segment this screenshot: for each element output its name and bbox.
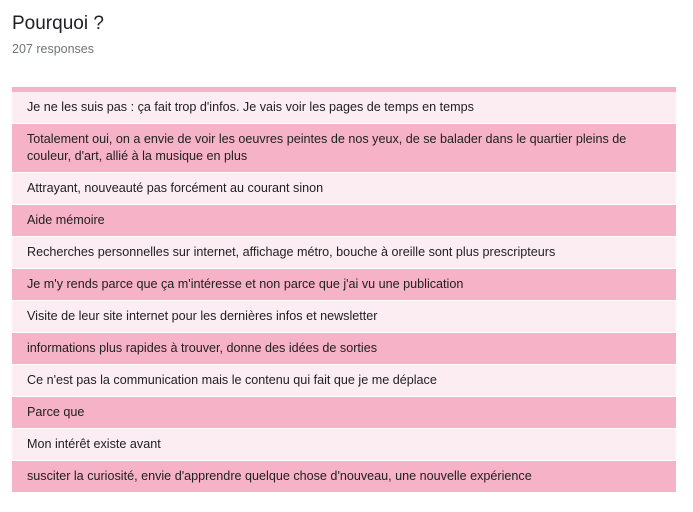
- response-item: Mon intérêt existe avant: [12, 429, 676, 461]
- response-item: Aide mémoire: [12, 205, 676, 237]
- response-item: Recherches personnelles sur internet, affichage métro, bouche à oreille sont plus prescripteurs: [12, 237, 676, 269]
- response-item: Attrayant, nouveauté pas forcément au courant sinon: [12, 173, 676, 205]
- response-item: susciter la curiosité, envie d'apprendre quelque chose d'nouveau, une nouvelle expérience: [12, 461, 676, 493]
- question-title: Pourquoi ?: [12, 13, 104, 34]
- response-item: Visite de leur site internet pour les dernières infos et newsletter: [12, 301, 676, 333]
- response-item: Ce n'est pas la communication mais le contenu qui fait que je me déplace: [12, 365, 676, 397]
- responses-list-scroll[interactable]: [12, 87, 676, 483]
- response-item: Je ne les suis pas : ça fait trop d'infos. Je vais voir les pages de temps en temps: [12, 92, 676, 124]
- response-count: 207 responses: [12, 42, 95, 56]
- response-item: Totalement oui, on a envie de voir les oeuvres peintes de nos yeux, de se balader dans le quartier pleins de couleur, d'art, allié à la musique en plus: [12, 124, 676, 173]
- response-item: Je m'y rends parce que ça m'intéresse et non parce que j'ai vu une publication: [12, 269, 676, 301]
- response-item: informations plus rapides à trouver, donne des idées de sorties: [12, 333, 676, 365]
- responses-list: [12, 92, 676, 493]
- response-item: Parce que: [12, 397, 676, 429]
